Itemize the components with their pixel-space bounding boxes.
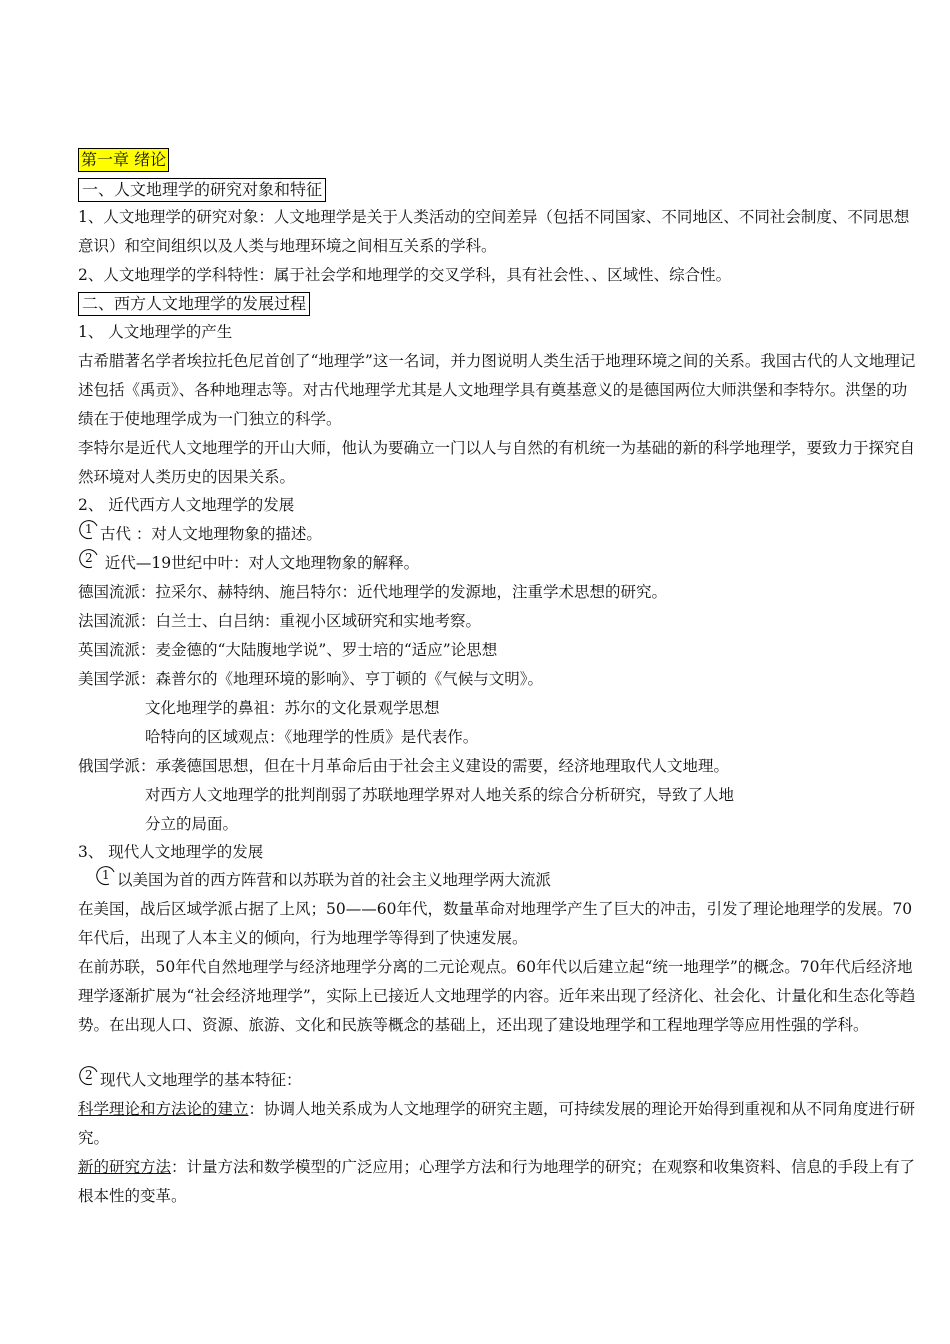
school-american-hartshorne: 哈特向的区域观点：《地理学的性质》是代表作。 [145,728,479,746]
feature-methods [78,1153,916,1211]
chapter-title-line [78,146,916,175]
feature-theory-text: ：协调人地关系成为人文地理学的研究主题，可持续发展的理论开始得到重视和从不同角度进行研究。 [78,1100,916,1147]
list-item-two-camps [95,866,933,895]
list-item-modern [78,549,916,578]
feature-theory [78,1095,916,1153]
school-american: 美国学派：森普尔的《地理环境的影响》、亨丁顿的《气候与文明》。 [78,670,544,688]
section1-heading-line [78,176,916,205]
subheading-origin: 1、 人文地理学的产生 [78,323,233,341]
school-russian-critique: 对西方人文地理学的批判削弱了苏联地理学界对人地关系的综合分析研究，导致了人地 [145,786,735,804]
school-british: 英国流派：麦金德的“大陆腹地学说”、罗士培的“适应”论思想 [78,641,498,659]
circled-number-2: 2 [78,551,98,571]
circled-number-1b: 1 [95,868,115,888]
school-american-sauer: 文化地理学的鼻祖：苏尔的文化景观学思想 [145,699,440,717]
school-russian: 俄国学派：承袭德国思想，但在十月革命后由于社会主义建设的需要，经济地理取代人文地理。 [78,757,730,775]
list-item-features [78,1066,916,1095]
section1-paragraph-2: 2、人文地理学的学科特性：属于社会学和地理学的交叉学科，具有社会性、、区域性、综合性。 [78,266,732,284]
school-german: 德国流派：拉采尔、赫特纳、施吕特尔：近代地理学的发源地，注重学术思想的研究。 [78,583,668,601]
subheading-contemporary: 3、 现代人文地理学的发展 [78,843,264,861]
chapter-title: 第一章 绪论 [78,148,169,172]
modern-text: 近代—19世纪中叶：对人文地理物象的解释。 [100,554,420,572]
section2-heading-line [78,290,916,319]
paragraph-greek-origin: 古希腊著名学者埃拉托色尼首创了“地理学”这一名词，并力图说明人类生活于地理环境之间的关系。我国古代的人文地理记述包括《禹贡》、各种地理志等。对古代地理学尤其是人文地理学具有奠基意义的是德国两位大师洪堡和李特尔。洪堡的功绩在于使地理学成为一门独立的科学。 [78,352,916,428]
subheading-modern-west: 2、 近代西方人文地理学的发展 [78,496,295,514]
circled-number-2b: 2 [78,1068,98,1088]
paragraph-ussr: 在前苏联，50年代自然地理学与经济地理学分离的二元论观点。60年代以后建立起“统一地理学”的概念。70年代后经济地理学逐渐扩展为“社会经济地理学”，实际上已接近人文地理学的内容。近年来出现了经济化、社会化、计量化和生态化等趋势。在出现人口、资源、旅游、文化和民族等概念的基础上，还出现了建设地理学和工程地理学等应用性强的学科。 [78,958,916,1034]
section1-heading: 一、人文地理学的研究对象和特征 [78,178,326,202]
list-item-ancient [78,520,916,549]
two-camps-text: 以美国为首的西方阵营和以苏联为首的社会主义地理学两大流派 [117,871,552,889]
section1-paragraph-1: 1、人文地理学的研究对象：人文地理学是关于人类活动的空间差异（包括不同国家、不同地区、不同社会制度、不同思想意识）和空间组织以及人类与地理环境之间相互关系的学科。 [78,208,910,255]
ancient-text: 古代 ：对人文地理物象的描述。 [100,525,322,543]
feature-methods-text: ：计量方法和数学模型的广泛应用；心理学方法和行为地理学的研究；在观察和收集资料、信息的手段上有了根本性的变革。 [78,1158,916,1205]
section2-heading: 二、西方人文地理学的发展过程 [78,292,310,316]
circled-number-1: 1 [78,522,98,542]
paragraph-usa: 在美国，战后区域学派占据了上风；50——60年代，数量革命对地理学产生了巨大的冲击，引发了理论地理学的发展。70年代后，出现了人本主义的倾向，行为地理学等得到了快速发展。 [78,900,913,947]
feature-theory-label: 科学理论和方法论的建立 [78,1100,249,1118]
school-russian-critique-2: 分立的局面。 [145,815,239,833]
feature-methods-label: 新的研究方法 [78,1158,172,1176]
school-french: 法国流派：白兰士、白吕纳：重视小区域研究和实地考察。 [78,612,482,630]
features-text: 现代人文地理学的基本特征： [100,1071,302,1089]
paragraph-ritter: 李特尔是近代人文地理学的开山大师，他认为要确立一门以人与自然的有机统一为基础的新的科学地理学，要致力于探究自然环境对人类历史的因果关系。 [78,439,916,486]
